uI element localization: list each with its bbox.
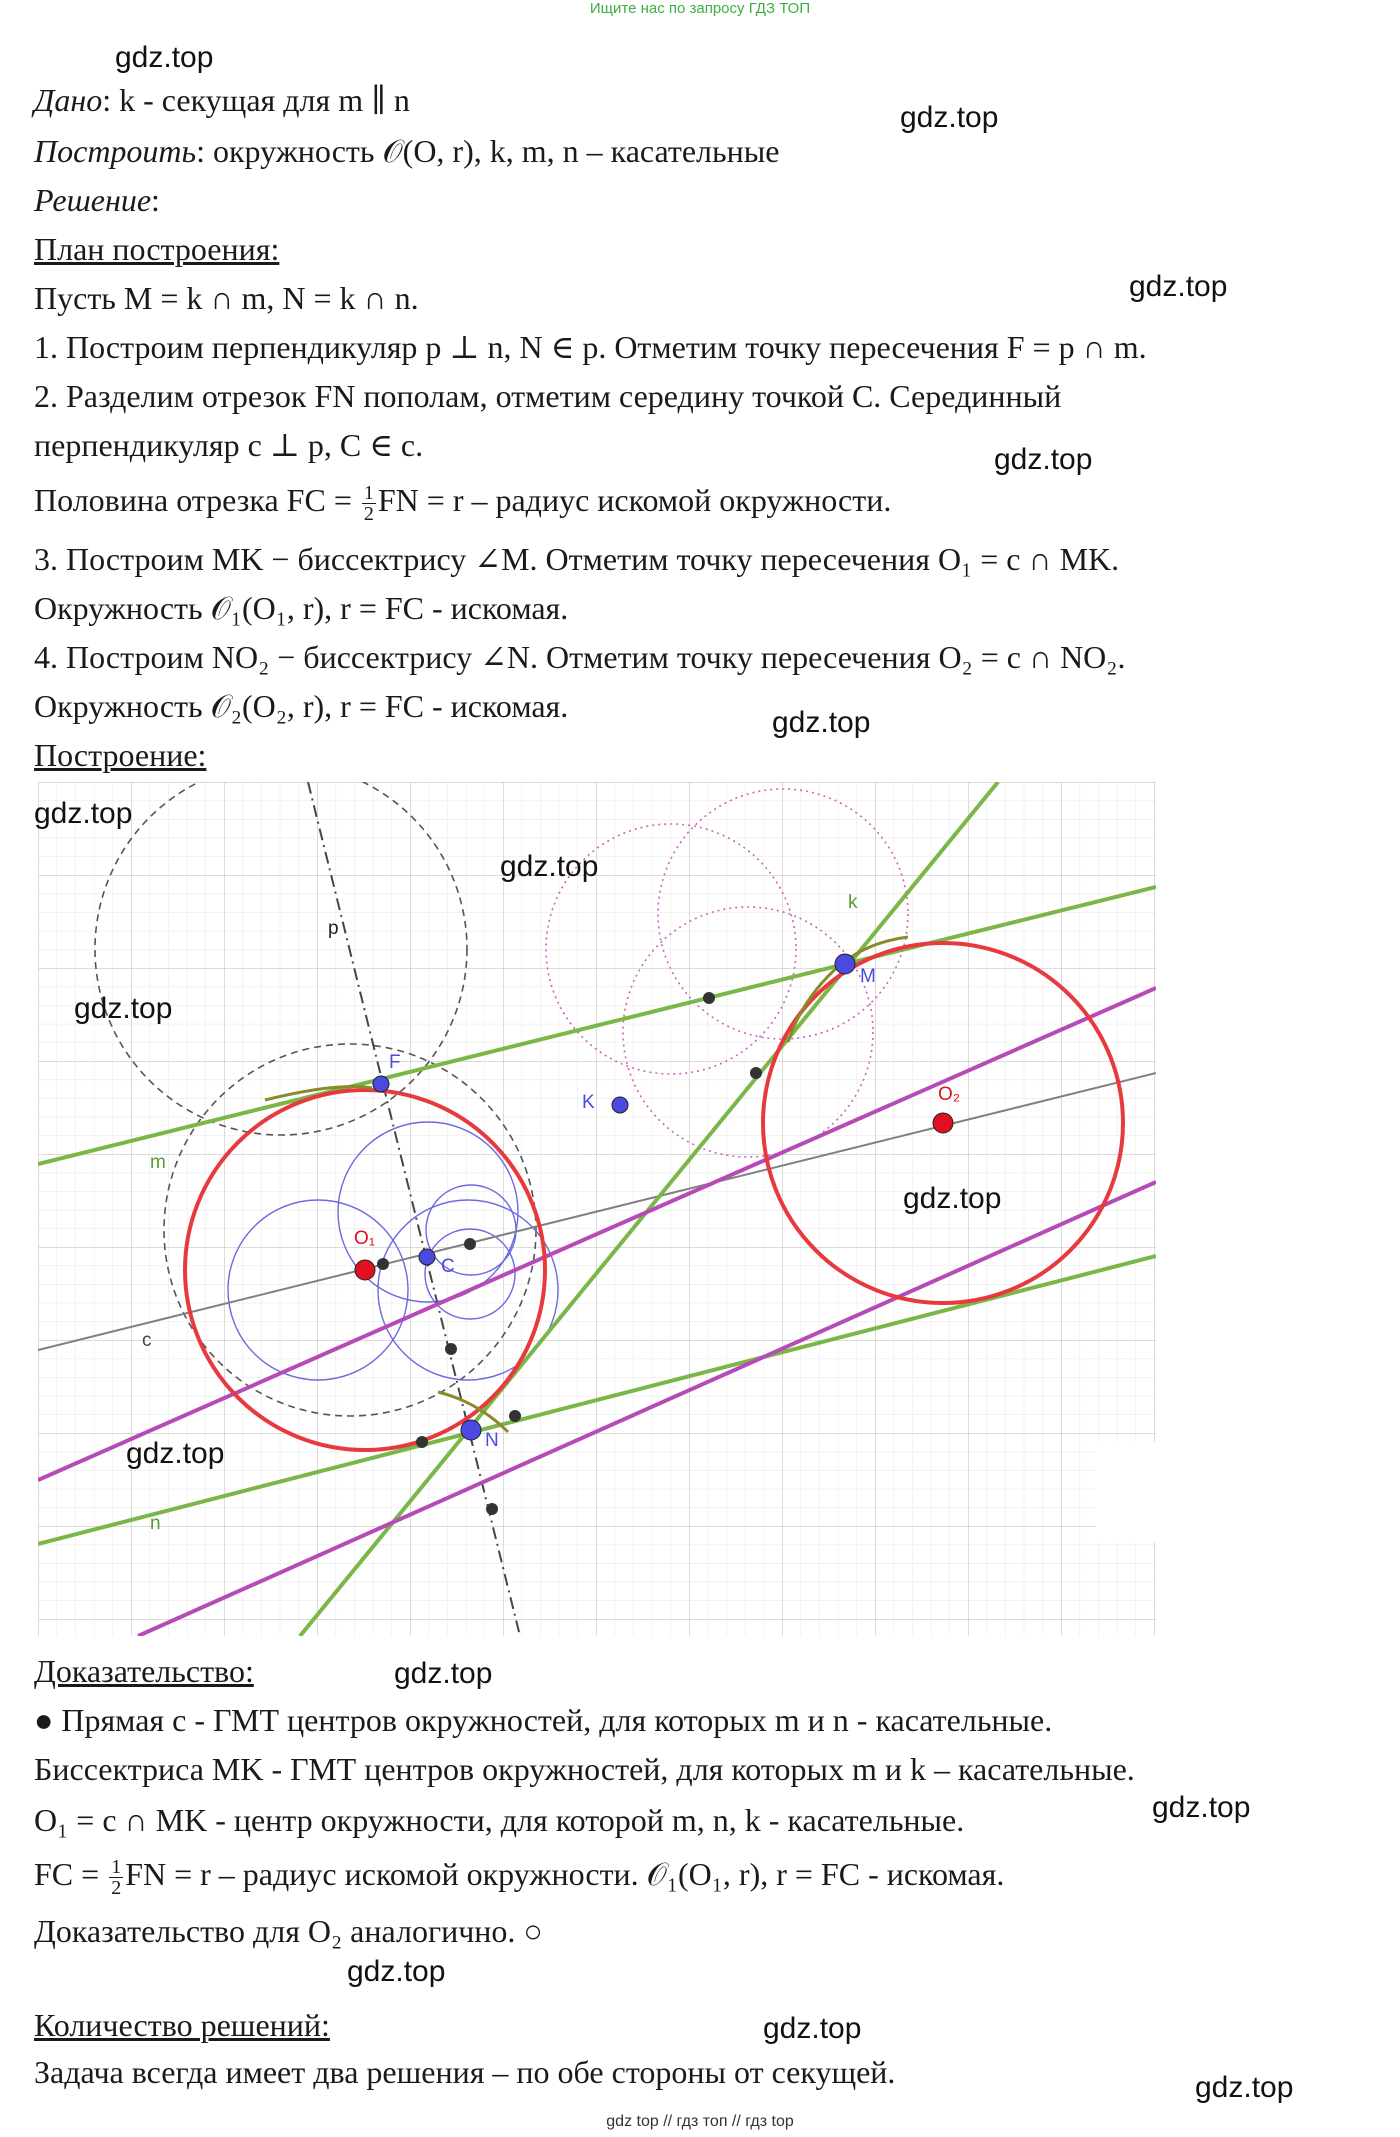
step4b: Окружность 𝒪₂(O₂, r), r = FC - искомая. <box>34 688 569 724</box>
point-black-1 <box>377 1258 389 1270</box>
label-N: N <box>485 1430 499 1451</box>
proof3: O₁ = c ∩ MK - центр окружности, для которой m, n, k - касательные. <box>34 1802 965 1838</box>
proof4 <box>34 1854 1004 1898</box>
watermark: gdz.top <box>763 2012 862 2045</box>
proof4-before: FC = <box>34 1856 108 1892</box>
label-p: p <box>328 918 339 939</box>
count-title: Количество решений: <box>34 2007 330 2043</box>
point-F <box>373 1076 389 1092</box>
point-black-3 <box>445 1343 457 1355</box>
label-K: K <box>582 1092 595 1113</box>
watermark: gdz.top <box>1129 270 1228 303</box>
label-F: F <box>389 1052 401 1073</box>
proof4-frac-den: 2 <box>111 1877 122 1900</box>
point-black-4 <box>416 1436 428 1448</box>
half-fraction <box>362 483 376 524</box>
label-n: n <box>150 1513 161 1534</box>
label-k: k <box>848 892 858 913</box>
point-black-8 <box>750 1067 762 1079</box>
watermark: gdz.top <box>1152 1791 1251 1824</box>
proof4-fraction <box>109 1857 123 1898</box>
construction-title: Построение: <box>34 737 207 773</box>
proof5: Доказательство для O₂ аналогично. ○ <box>34 1913 543 1949</box>
point-O1 <box>355 1260 375 1280</box>
count-text: Задача всегда имеет два решения – по обе стороны от секущей. <box>34 2054 896 2090</box>
point-black-6 <box>486 1503 498 1515</box>
step3a: 3. Построим MK − биссектрису ∠M. Отметим точку пересечения O₁ = c ∩ MK. <box>34 541 1120 577</box>
half-frac-den: 2 <box>363 503 374 526</box>
proof4-frac-num: 1 <box>111 1856 122 1879</box>
proof-title: Доказательство: <box>34 1653 254 1689</box>
watermark: gdz.top <box>126 1437 225 1470</box>
watermark: gdz.top <box>115 41 214 74</box>
watermark: gdz.top <box>34 797 133 830</box>
proof4-after: FN = r – радиус искомой окружности. 𝒪₁(O₁, r), r = FC - искомая. <box>125 1856 1005 1892</box>
let-line: Пусть M = k ∩ m, N = k ∩ n. <box>34 280 419 316</box>
point-M <box>835 954 855 974</box>
half-frac-num: 1 <box>363 482 374 505</box>
given-label: Дано <box>34 82 103 118</box>
given-text: : k - секущая для m ∥ n <box>102 82 410 118</box>
point-O2 <box>933 1113 953 1133</box>
point-black-5 <box>509 1410 521 1422</box>
step2b: перпендикуляр c ⊥ p, C ∈ c. <box>34 427 424 463</box>
construct-line <box>34 131 779 171</box>
step1: 1. Построим перпендикуляр p ⊥ n, N ∈ p. Отметим точку пересечения F = p ∩ m. <box>34 329 1147 365</box>
top-banner: Ищите нас по запросу ГДЗ ТОП <box>589 0 811 17</box>
step2a: 2. Разделим отрезок FN пополам, отметим середину точкой C. Серединный <box>34 378 1062 414</box>
point-black-2 <box>464 1238 476 1250</box>
half-line <box>34 480 891 524</box>
point-C <box>419 1249 435 1265</box>
point-K <box>612 1097 628 1113</box>
watermark: gdz.top <box>1195 2071 1294 2104</box>
proof2: Биссектриса MK - ГМТ центров окружностей, для которых m и k – касательные. <box>34 1751 1135 1787</box>
half-after: FN = r – радиус искомой окружности. <box>377 482 892 518</box>
label-m: m <box>150 1152 166 1173</box>
bottom-banner: gdz top // гдз топ // гдз top <box>606 2113 794 2130</box>
solution-text: : <box>151 182 160 218</box>
watermark: gdz.top <box>900 101 999 134</box>
solution-line <box>34 180 160 220</box>
watermark: gdz.top <box>500 850 599 883</box>
white-patch <box>1096 1442 1156 1542</box>
half-before: Половина отрезка FC = <box>34 482 360 518</box>
solution-label: Решение <box>34 182 152 218</box>
plan-title: План построения: <box>34 231 280 267</box>
construct-text: : окружность 𝒪(O, r), k, m, n – касательные <box>196 133 780 169</box>
watermark: gdz.top <box>394 1657 493 1690</box>
construct-label: Построить <box>34 133 197 169</box>
point-black-7 <box>703 992 715 1004</box>
watermark: gdz.top <box>772 706 871 739</box>
label-c: c <box>142 1330 152 1351</box>
label-M: M <box>860 966 876 987</box>
step3b: Окружность 𝒪₁(O₁, r), r = FC - искомая. <box>34 590 569 626</box>
step4a: 4. Построим NO₂ − биссектрису ∠N. Отметим точку пересечения O₂ = c ∩ NO₂. <box>34 639 1126 675</box>
label-O2: O₂ <box>938 1084 961 1105</box>
given-line <box>34 80 410 120</box>
label-C: C <box>441 1256 455 1277</box>
watermark: gdz.top <box>903 1182 1002 1215</box>
proof1: ● Прямая c - ГМТ центров окружностей, для которых m и n - касательные. <box>34 1702 1053 1738</box>
watermark: gdz.top <box>347 1955 446 1988</box>
label-O1: O₁ <box>354 1228 376 1249</box>
watermark: gdz.top <box>994 443 1093 476</box>
watermark: gdz.top <box>74 992 173 1025</box>
point-N <box>461 1420 481 1440</box>
